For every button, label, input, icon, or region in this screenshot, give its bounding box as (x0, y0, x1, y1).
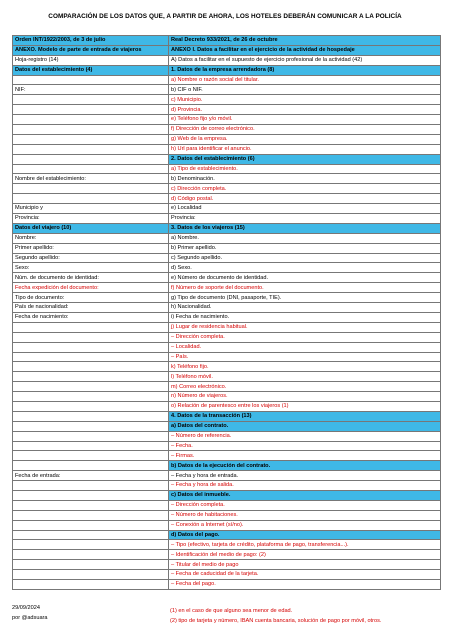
left-cell (13, 322, 169, 332)
table-row (13, 253, 441, 263)
table-row (13, 312, 441, 322)
right-cell: f) Número de soporte del documento. (169, 283, 441, 293)
right-cell: – Titular del medio de pago (169, 560, 441, 570)
table-row (13, 481, 441, 491)
table-row (13, 263, 441, 273)
right-cell: b) Denominación. (169, 174, 441, 184)
right-cell: b) Primer apellido. (169, 243, 441, 253)
table-row (13, 530, 441, 540)
table-row (13, 490, 441, 500)
right-cell: c) Segundo apellido. (169, 253, 441, 263)
table-row (13, 293, 441, 303)
left-cell (13, 421, 169, 431)
table-row (13, 95, 441, 105)
table-row (13, 392, 441, 402)
left-cell: Fecha de entrada: (13, 471, 169, 481)
right-cell: – Número de referencia. (169, 431, 441, 441)
right-cell: l) Teléfono móvil. (169, 372, 441, 382)
left-cell: Hoja-registro (14) (13, 55, 169, 65)
table-row (13, 421, 441, 431)
left-cell (13, 392, 169, 402)
table-row (13, 154, 441, 164)
right-cell: e) Número de documento de identidad. (169, 273, 441, 283)
table-row (13, 441, 441, 451)
left-cell (13, 115, 169, 125)
table-row (13, 461, 441, 471)
table-row (13, 332, 441, 342)
left-cell (13, 382, 169, 392)
table-row (13, 115, 441, 125)
table-row (13, 273, 441, 283)
left-cell (13, 490, 169, 500)
right-cell: c) Dirección completa. (169, 184, 441, 194)
right-cell: b) Datos de la ejecución del contrato. (169, 461, 441, 471)
right-cell: d) Datos del pago. (169, 530, 441, 540)
table-row (13, 342, 441, 352)
right-cell: – Número de habitaciones. (169, 510, 441, 520)
right-cell: o) Relación de parentesco entre los viajeros (1) (169, 401, 441, 411)
right-cell: – Tipo (efectivo, tarjeta de crédito, plataforma de pago, transferencia...). (169, 540, 441, 550)
table-row (13, 540, 441, 550)
left-cell: Nombre del establecimiento: (13, 174, 169, 184)
right-cell: b) CIF o NIF. (169, 85, 441, 95)
table-row (13, 570, 441, 580)
left-cell (13, 431, 169, 441)
table-row (13, 283, 441, 293)
left-cell (13, 362, 169, 372)
left-cell (13, 105, 169, 115)
right-cell: – Localidad. (169, 342, 441, 352)
right-cell: j) Lugar de residencia habitual. (169, 322, 441, 332)
table-row (13, 510, 441, 520)
right-cell: 4. Datos de la transacción (13) (169, 411, 441, 421)
left-cell (13, 372, 169, 382)
right-cell: A) Datos a facilitar en el supuesto de ejercicio profesional de la actividad (42) (169, 55, 441, 65)
table-row (13, 550, 441, 560)
right-cell: – Fecha. (169, 441, 441, 451)
table-row (13, 105, 441, 115)
table-row (13, 144, 441, 154)
table-row (13, 322, 441, 332)
left-cell (13, 342, 169, 352)
left-cell: Tipo de documento: (13, 293, 169, 303)
comparison-table (12, 35, 441, 590)
right-cell: g) Tipo de documento (DNI, pasaporte, TIE). (169, 293, 441, 303)
right-cell: f) Dirección de correo electrónico. (169, 125, 441, 135)
right-cell: – Conexión a Internet (sí/no). (169, 520, 441, 530)
left-cell (13, 194, 169, 204)
left-cell (13, 134, 169, 144)
left-cell: Primer apellido: (13, 243, 169, 253)
table-row (13, 362, 441, 372)
right-cell: n) Número de viajeros. (169, 392, 441, 402)
table-row (13, 85, 441, 95)
left-cell (13, 461, 169, 471)
footer-left (12, 603, 48, 623)
table-row (13, 55, 441, 65)
footer-date: 29/09/2024 (12, 605, 40, 611)
left-cell (13, 540, 169, 550)
right-cell: d) Provincia. (169, 105, 441, 115)
right-cell: – Firmas. (169, 451, 441, 461)
table-row (13, 174, 441, 184)
table-row (13, 372, 441, 382)
left-cell (13, 560, 169, 570)
left-cell: País de nacionalidad: (13, 303, 169, 313)
left-cell (13, 352, 169, 362)
left-cell (13, 144, 169, 154)
right-cell: – Fecha del pago. (169, 579, 441, 589)
right-cell: Provincia: (169, 214, 441, 224)
right-cell: m) Correo electrónico. (169, 382, 441, 392)
left-cell: NIF: (13, 85, 169, 95)
left-cell: Municipio y (13, 204, 169, 214)
right-cell: – País. (169, 352, 441, 362)
left-cell (13, 125, 169, 135)
right-cell: d) Sexo. (169, 263, 441, 273)
table-row (13, 36, 441, 46)
left-cell (13, 164, 169, 174)
left-cell: Fecha de nacimiento: (13, 312, 169, 322)
left-cell (13, 332, 169, 342)
table-row (13, 411, 441, 421)
left-cell (13, 154, 169, 164)
left-cell (13, 411, 169, 421)
table-row (13, 75, 441, 85)
left-cell: Sexo: (13, 263, 169, 273)
comparison-table-body (13, 36, 441, 590)
table-row (13, 560, 441, 570)
table-row (13, 579, 441, 589)
right-cell: – Dirección completa. (169, 332, 441, 342)
right-cell: – Identificación del medio de pago: (2) (169, 550, 441, 560)
right-cell: ANEXO I. Datos a facilitar en el ejercicio de la actividad de hospedaje (169, 45, 441, 55)
table-row (13, 451, 441, 461)
left-cell (13, 95, 169, 105)
footer-note-2: (2) tipo de tarjeta y número, IBAN cuenta bancaria, solución de pago por móvil, otros. (170, 618, 382, 624)
left-cell (13, 510, 169, 520)
right-cell: – Dirección completa. (169, 500, 441, 510)
table-row (13, 214, 441, 224)
right-cell: 3. Datos de los viajeros (15) (169, 223, 441, 233)
right-cell: – Fecha y hora de salida. (169, 481, 441, 491)
left-cell (13, 401, 169, 411)
left-cell: ANEXO. Modelo de parte de entrada de viajeros (13, 45, 169, 55)
right-cell: – Fecha y hora de entrada. (169, 471, 441, 481)
right-cell: e) Localidad (169, 204, 441, 214)
left-cell: Datos del establecimiento (4) (13, 65, 169, 75)
right-cell: k) Teléfono fijo. (169, 362, 441, 372)
left-cell: Provincia: (13, 214, 169, 224)
left-cell (13, 451, 169, 461)
table-row (13, 500, 441, 510)
left-cell (13, 530, 169, 540)
left-cell (13, 500, 169, 510)
right-cell: Real Decreto 933/2021, de 26 de octubre (169, 36, 441, 46)
left-cell: Orden INT/1922/2003, de 3 de julio (13, 36, 169, 46)
table-row (13, 45, 441, 55)
right-cell: a) Tipo de establecimiento. (169, 164, 441, 174)
left-cell (13, 550, 169, 560)
left-cell: Datos del viajero (10) (13, 223, 169, 233)
left-cell (13, 441, 169, 451)
left-cell (13, 184, 169, 194)
table-row (13, 401, 441, 411)
right-cell: 2. Datos del establecimiento (6) (169, 154, 441, 164)
table-row (13, 382, 441, 392)
left-cell (13, 520, 169, 530)
footer-author: por @adsuara (12, 615, 48, 621)
right-cell: c) Municipio. (169, 95, 441, 105)
table-row (13, 194, 441, 204)
right-cell: g) Web de la empresa. (169, 134, 441, 144)
left-cell (13, 481, 169, 491)
right-cell: – Fecha de caducidad de la tarjeta. (169, 570, 441, 580)
table-row (13, 65, 441, 75)
left-cell: Segundo apellido: (13, 253, 169, 263)
left-cell: Nombre: (13, 233, 169, 243)
left-cell (13, 579, 169, 589)
table-row (13, 134, 441, 144)
right-cell: h) Url para identificar el anuncio. (169, 144, 441, 154)
left-cell (13, 75, 169, 85)
table-row (13, 233, 441, 243)
table-row (13, 164, 441, 174)
right-cell: a) Nombre. (169, 233, 441, 243)
footer-note-1: (1) en el caso de que alguno sea menor de edad. (170, 608, 293, 614)
table-row (13, 471, 441, 481)
table-row (13, 243, 441, 253)
right-cell: h) Nacionalidad. (169, 303, 441, 313)
left-cell (13, 570, 169, 580)
table-row (13, 520, 441, 530)
right-cell: a) Datos del contrato. (169, 421, 441, 431)
table-row (13, 204, 441, 214)
table-row (13, 303, 441, 313)
right-cell: i) Fecha de nacimiento. (169, 312, 441, 322)
right-cell: d) Código postal. (169, 194, 441, 204)
table-row (13, 223, 441, 233)
left-cell: Fecha expedición del documento: (13, 283, 169, 293)
footer-notes (170, 606, 381, 626)
right-cell: 1. Datos de la empresa arrendadora (8) (169, 65, 441, 75)
right-cell: a) Nombre o razón social del titular. (169, 75, 441, 85)
page-title: COMPARACIÓN DE LOS DATOS QUE, A PARTIR DE AHORA, LOS HOTELES DEBERÁN COMUNICAR A LA POLICÍA (48, 13, 402, 20)
right-cell: c) Datos del inmueble. (169, 490, 441, 500)
table-row (13, 352, 441, 362)
table-row (13, 431, 441, 441)
left-cell: Núm. de documento de identidad: (13, 273, 169, 283)
table-row (13, 184, 441, 194)
right-cell: e) Teléfono fijo y/o móvil. (169, 115, 441, 125)
table-row (13, 125, 441, 135)
